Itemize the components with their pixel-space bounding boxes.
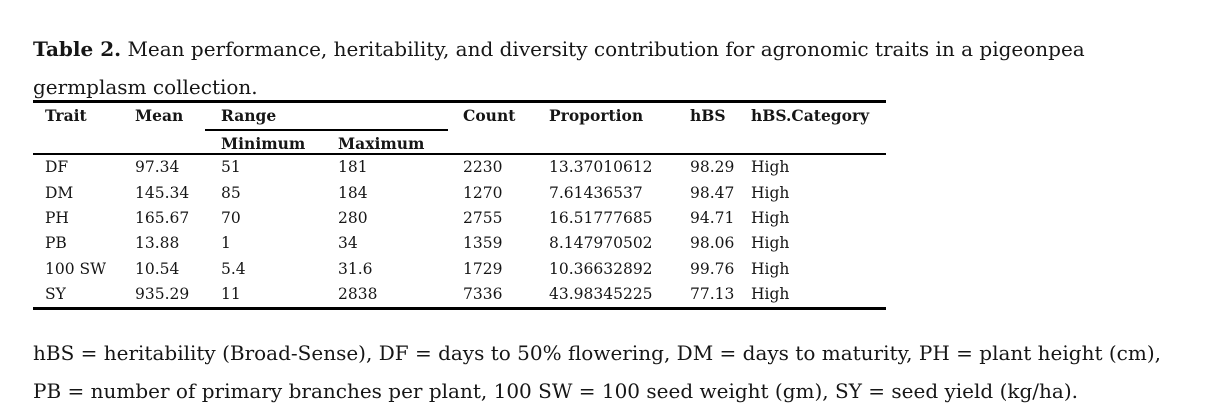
table-row [33, 154, 886, 180]
table-row [33, 281, 886, 308]
cell-maximum: 34 [338, 234, 358, 253]
cell-mean: 935.29 [135, 285, 190, 304]
table-row [33, 180, 886, 205]
header-range: Range [221, 102, 463, 131]
cell-minimum: 70 [221, 208, 241, 227]
cell-trait: PB [45, 234, 67, 253]
cell-mean: 97.34 [135, 154, 221, 180]
cell-maximum: 31.6 [338, 259, 373, 278]
header-hbs-category: hBS.Category [751, 106, 870, 125]
cell-minimum: 1 [221, 234, 231, 253]
cell-trait: 100 SW [45, 259, 107, 278]
cell-minimum: 85 [221, 183, 241, 202]
cell-mean: 145.34 [135, 183, 190, 202]
header-mean: Mean [135, 106, 184, 125]
cell-maximum: 280 [338, 208, 368, 227]
cell-maximum: 181 [338, 154, 463, 180]
header-maximum: Maximum [338, 133, 425, 153]
cell-proportion: 43.98345225 [549, 285, 653, 304]
cell-trait: DM [45, 183, 74, 202]
cell-hbs-category: High [751, 208, 790, 227]
cell-hbs: 98.29 [690, 154, 751, 180]
cell-proportion: 13.37010612 [549, 154, 690, 180]
table-caption-text: Mean performance, heritability, and diversity contribution for agronomic traits in a pigeonpea germplasm collection. [33, 37, 1085, 99]
header-minimum: Minimum [221, 133, 306, 153]
cell-count: 1270 [463, 183, 503, 202]
table-row [33, 256, 886, 281]
cell-proportion: 16.51777685 [549, 208, 653, 227]
cell-mean: 13.88 [135, 234, 180, 253]
cell-mean: 165.67 [135, 208, 190, 227]
table-row [33, 231, 886, 256]
cell-count: 1359 [463, 234, 503, 253]
header-hbs: hBS [690, 106, 726, 125]
header-proportion: Proportion [549, 106, 644, 125]
cell-count: 2230 [463, 154, 549, 180]
results-table [33, 100, 886, 310]
cell-minimum: 11 [221, 285, 241, 304]
cell-proportion: 7.61436537 [549, 183, 643, 202]
cell-mean: 10.54 [135, 259, 180, 278]
cell-minimum: 5.4 [221, 259, 246, 278]
cell-hbs-category: High [751, 285, 790, 304]
cell-proportion: 8.147970502 [549, 234, 653, 253]
cell-hbs: 94.71 [690, 208, 735, 227]
cell-count: 7336 [463, 285, 503, 304]
header-count: Count [463, 106, 516, 125]
cell-hbs: 98.06 [690, 234, 735, 253]
cell-maximum: 184 [338, 183, 368, 202]
cell-minimum: 51 [221, 154, 338, 180]
cell-hbs: 99.76 [690, 259, 735, 278]
header-trait: Trait [45, 106, 87, 125]
cell-count: 2755 [463, 208, 503, 227]
table-footnote: hBS = heritability (Broad-Sense), DF = days to 50% flowering, DM = days to maturity, PH = plant height (cm), PB = number of primary branches per plant, 100 SW = 100 seed weight (gm), SY = seed yield (kg/ha). [33, 341, 1161, 403]
header-row-top [33, 102, 886, 131]
cell-trait: SY [45, 285, 66, 304]
cell-trait: DF [33, 154, 135, 180]
cell-count: 1729 [463, 259, 503, 278]
cell-hbs: 77.13 [690, 285, 735, 304]
cell-maximum: 2838 [338, 285, 378, 304]
cell-hbs-category: High [751, 154, 886, 180]
cell-hbs-category: High [751, 234, 790, 253]
table-row [33, 205, 886, 230]
table-header [33, 102, 886, 154]
cell-hbs-category: High [751, 259, 790, 278]
table-body [33, 154, 886, 309]
cell-trait: PH [45, 208, 69, 227]
table-caption-label: Table 2. [33, 37, 122, 61]
cell-hbs: 98.47 [690, 183, 735, 202]
table-caption [33, 30, 1193, 106]
cell-proportion: 10.36632892 [549, 259, 653, 278]
cell-hbs-category: High [751, 183, 790, 202]
